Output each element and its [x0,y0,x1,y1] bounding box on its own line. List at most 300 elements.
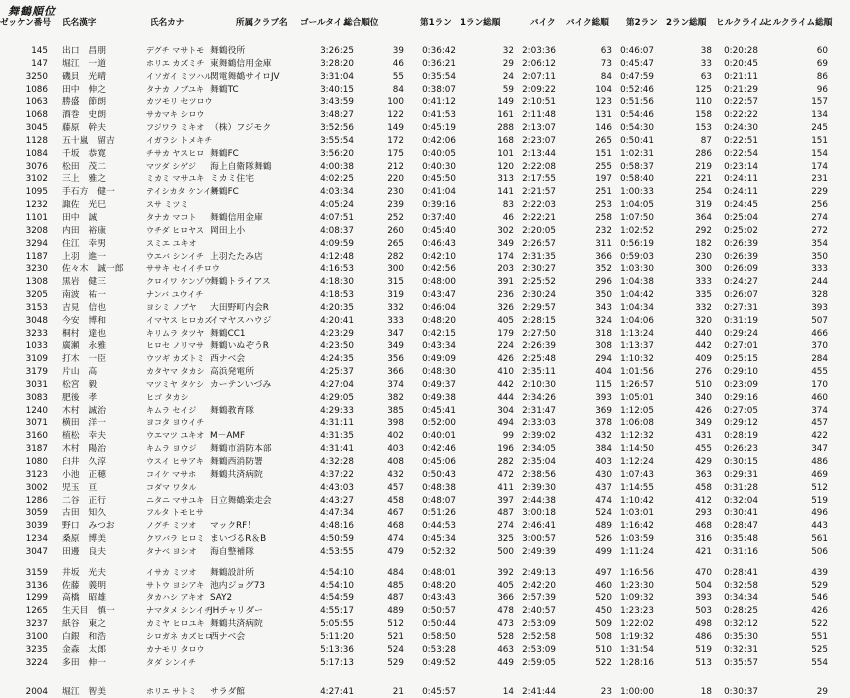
cell-bike-rank: 509 [558,618,612,631]
cell-bike-rank: 352 [558,263,612,276]
cell-bike-rank: 474 [558,495,612,508]
cell-name-kanji: 今安 博和 [62,315,138,328]
cell-goal-time: 4:09:59 [318,238,354,251]
cell-goal-time: 4:08:37 [318,225,354,238]
cell-goal-time: 4:29:33 [318,405,354,418]
cell-name-kana: タナカ マコト [146,212,208,225]
cell-hillclimb-time: 0:27:31 [714,302,758,315]
header-club: 所属クラブ名 [236,18,342,29]
cell-run2-rank: 468 [656,520,712,533]
cell-bike-time: 2:13:07 [516,122,556,135]
cell-run1-time: 0:44:53 [406,520,456,533]
cell-club: 舞鶴TC [210,84,316,97]
cell-goal-time: 5:13:36 [318,644,354,657]
cell-bike-rank: 151 [558,148,612,161]
cell-name-kana: ウチダ ヒロヤス [146,225,208,238]
cell-name-kana: カミヤ ヒロユキ [146,618,208,631]
cell-hillclimb-time: 0:30:41 [714,507,758,520]
cell-hillclimb-rank: 486 [760,456,828,469]
cell-hillclimb-time: 0:24:27 [714,276,758,289]
cell-hillclimb-time: 0:29:31 [714,469,758,482]
cell-overall-rank: 484 [356,567,404,580]
cell-name-kana: ナマタメ シンイチ [146,605,208,618]
table-row [0,482,850,495]
cell-run1-time: 0:48:20 [406,580,456,593]
cell-run1-time: 0:45:40 [406,225,456,238]
cell-run2-time: 1:26:57 [614,379,654,392]
cell-bib-number: 2004 [0,686,48,698]
cell-hillclimb-time: 0:26:09 [714,263,758,276]
cell-name-kanji: 二谷 正行 [62,495,138,508]
cell-hillclimb-rank: 512 [760,482,828,495]
table-row [0,148,850,161]
header-bib-number: ゼッケン番号 [0,18,60,29]
table-row [0,592,850,605]
table-row [0,161,850,174]
cell-bike-rank: 489 [558,520,612,533]
cell-goal-time: 3:26:25 [318,45,354,58]
cell-run1-time: 0:43:43 [406,592,456,605]
cell-bib-number: 1101 [0,212,48,225]
cell-bike-rank: 251 [558,186,612,199]
cell-run1-rank: 405 [458,315,514,328]
cell-run2-time: 1:00:00 [614,686,654,698]
cell-goal-time: 4:27:04 [318,379,354,392]
cell-run1-time: 0:45:41 [406,405,456,418]
cell-run2-rank: 442 [656,340,712,353]
cell-run1-rank: 487 [458,507,514,520]
cell-overall-rank: 282 [356,251,404,264]
cell-run2-rank: 421 [656,546,712,559]
cell-hillclimb-time: 0:22:51 [714,135,758,148]
cell-bike-time: 2:25:52 [516,276,556,289]
cell-goal-time: 4:31:11 [318,417,354,430]
cell-bike-time: 2:52:58 [516,631,556,644]
cell-hillclimb-rank: 151 [760,135,828,148]
cell-overall-rank: 382 [356,392,404,405]
cell-club: 舞鶴いぬぞうR [210,340,316,353]
cell-hillclimb-time: 0:24:45 [714,199,758,212]
cell-run1-time: 0:40:05 [406,148,456,161]
cell-overall-rank: 489 [356,605,404,618]
results-table [0,45,850,698]
cell-name-kanji: 手石方 健一 [62,186,138,199]
table-row [0,238,850,251]
header-run1: 第1ラン [420,18,458,29]
table-row [0,417,850,430]
cell-bib-number: 3187 [0,443,48,456]
cell-club: 岡田上小 [210,225,316,238]
cell-run2-time: 1:22:02 [614,618,654,631]
cell-bike-rank: 296 [558,276,612,289]
cell-bike-time: 2:30:27 [516,263,556,276]
cell-club: 海自整補隊 [210,546,316,559]
header-hillclimb: ヒルクライム [716,18,766,29]
cell-bike-time: 2:42:20 [516,580,556,593]
header-run2: 第2ラン [626,18,666,29]
cell-run1-time: 0:41:53 [406,109,456,122]
cell-hillclimb-time: 0:22:54 [714,148,758,161]
cell-hillclimb-rank: 460 [760,392,828,405]
cell-hillclimb-rank: 157 [760,96,828,109]
table-row [0,276,850,289]
cell-bike-rank: 324 [558,315,612,328]
cell-bike-rank: 403 [558,456,612,469]
cell-run2-time: 1:16:56 [614,567,654,580]
cell-name-kanji: 諏佐 光巳 [62,199,138,212]
cell-club: 日立舞鶴楽走会 [210,495,316,508]
cell-overall-rank: 230 [356,186,404,199]
cell-run1-time: 0:36:21 [406,58,456,71]
cell-goal-time: 4:16:53 [318,263,354,276]
table-row [0,212,850,225]
cell-hillclimb-time: 0:26:39 [714,251,758,264]
cell-run1-rank: 444 [458,392,514,405]
cell-bike-time: 2:21:57 [516,186,556,199]
cell-overall-rank: 467 [356,507,404,520]
cell-bike-time: 2:26:39 [516,340,556,353]
cell-bib-number: 3159 [0,567,48,580]
cell-bib-number: 3208 [0,225,48,238]
cell-run2-rank: 335 [656,289,712,302]
cell-name-kanji: 内田 裕康 [62,225,138,238]
cell-hillclimb-rank: 245 [760,122,828,135]
cell-name-kana: ニタニ マサユキ [146,495,208,508]
cell-overall-rank: 175 [356,148,404,161]
cell-hillclimb-time: 0:30:15 [714,456,758,469]
cell-run1-rank: 366 [458,592,514,605]
cell-goal-time: 3:31:04 [318,71,354,84]
cell-bib-number: 1286 [0,495,48,508]
cell-goal-time: 4:54:10 [318,580,354,593]
cell-hillclimb-time: 0:26:07 [714,289,758,302]
cell-bike-time: 2:22:03 [516,199,556,212]
cell-club: 海上自衛隊舞鶴 [210,161,316,174]
cell-name-kanji: 松田 茂二 [62,161,138,174]
cell-hillclimb-time: 0:22:22 [714,109,758,122]
cell-run1-time: 0:35:54 [406,71,456,84]
cell-run2-time: 1:04:05 [614,199,654,212]
cell-run1-rank: 494 [458,417,514,430]
table-row [0,353,850,366]
cell-hillclimb-time: 0:32:58 [714,580,758,593]
cell-hillclimb-rank: 370 [760,340,828,353]
cell-hillclimb-time: 0:28:25 [714,605,758,618]
cell-name-kanji: 吉見 信也 [62,302,138,315]
cell-bike-rank: 460 [558,580,612,593]
cell-goal-time: 4:23:50 [318,340,354,353]
cell-run1-time: 0:50:43 [406,469,456,482]
cell-hillclimb-rank: 525 [760,644,828,657]
cell-hillclimb-rank: 522 [760,618,828,631]
cell-overall-rank: 512 [356,618,404,631]
cell-club: 舞鶴FC [210,186,316,199]
table-row [0,186,850,199]
cell-name-kana: タナカ ノブユキ [146,84,208,97]
cell-run2-rank: 519 [656,644,712,657]
cell-run1-time: 0:48:20 [406,315,456,328]
cell-run2-time: 0:52:46 [614,84,654,97]
cell-club: 舞鶴教育隊 [210,405,316,418]
cell-bike-time: 2:09:22 [516,84,556,97]
cell-goal-time: 4:31:35 [318,430,354,443]
cell-club: 舞鶴役所 [210,45,316,58]
cell-run1-time: 0:45:34 [406,533,456,546]
cell-hillclimb-rank: 86 [760,71,828,84]
cell-goal-time: 4:43:03 [318,482,354,495]
cell-name-kana: カタヤマ タカシ [146,366,208,379]
cell-run1-rank: 473 [458,618,514,631]
cell-name-kana: スミエ ユキオ [146,238,208,251]
cell-overall-rank: 84 [356,84,404,97]
cell-run1-time: 0:49:38 [406,392,456,405]
cell-club: 舞鶴信用金庫 [210,212,316,225]
cell-bike-rank: 430 [558,469,612,482]
cell-run2-rank: 254 [656,186,712,199]
cell-run1-rank: 236 [458,289,514,302]
cell-goal-time: 4:43:27 [318,495,354,508]
cell-goal-time: 4:03:34 [318,186,354,199]
cell-run2-time: 1:23:30 [614,580,654,593]
cell-hillclimb-rank: 284 [760,353,828,366]
cell-bike-rank: 294 [558,353,612,366]
cell-run2-time: 1:31:54 [614,644,654,657]
cell-club: 舞鶴共済病院 [210,469,316,482]
cell-bike-rank: 253 [558,199,612,212]
cell-bike-time: 2:57:39 [516,592,556,605]
cell-club: 上羽たたみ店 [210,251,316,264]
cell-hillclimb-rank: 29 [760,686,828,698]
cell-overall-rank: 402 [356,430,404,443]
cell-hillclimb-rank: 154 [760,148,828,161]
cell-name-kana: キムラ セイジ [146,405,208,418]
cell-bib-number: 3039 [0,520,48,533]
cell-hillclimb-rank: 374 [760,405,828,418]
cell-goal-time: 4:18:30 [318,276,354,289]
cell-hillclimb-rank: 561 [760,533,828,546]
cell-bib-number: 1240 [0,405,48,418]
cell-overall-rank: 220 [356,173,404,186]
cell-run2-time: 0:50:41 [614,135,654,148]
cell-bib-number: 3233 [0,328,48,341]
cell-overall-rank: 55 [356,71,404,84]
cell-hillclimb-time: 0:32:31 [714,644,758,657]
cell-hillclimb-rank: 244 [760,276,828,289]
cell-hillclimb-time: 0:28:19 [714,430,758,443]
cell-name-kanji: 上羽 進一 [62,251,138,264]
cell-name-kanji: 松宮 毅 [62,379,138,392]
cell-bike-time: 2:41:44 [516,686,556,698]
cell-bib-number: 3224 [0,657,48,670]
cell-overall-rank: 366 [356,366,404,379]
cell-bike-rank: 404 [558,366,612,379]
cell-club: まいづるR＆B [210,533,316,546]
cell-run2-time: 1:04:34 [614,302,654,315]
table-row [0,507,850,520]
cell-overall-rank: 403 [356,443,404,456]
cell-bike-time: 2:23:07 [516,135,556,148]
cell-run2-time: 1:07:50 [614,212,654,225]
cell-hillclimb-rank: 546 [760,592,828,605]
cell-overall-rank: 300 [356,263,404,276]
cell-bike-rank: 265 [558,135,612,148]
cell-run2-time: 1:11:24 [614,546,654,559]
cell-bike-time: 2:10:51 [516,96,556,109]
cell-run2-time: 1:06:08 [614,417,654,430]
cell-club: カーテンいづみ [210,379,316,392]
cell-overall-rank: 457 [356,482,404,495]
cell-goal-time: 4:20:35 [318,302,354,315]
cell-run2-time: 0:54:46 [614,109,654,122]
cell-club: SAY2 [210,592,316,605]
cell-bike-rank: 497 [558,567,612,580]
cell-bike-time: 2:39:02 [516,430,556,443]
cell-run2-rank: 158 [656,109,712,122]
cell-overall-rank: 529 [356,657,404,670]
cell-bike-time: 2:34:26 [516,392,556,405]
cell-name-kanji: 児玉 亘 [62,482,138,495]
cell-run1-time: 0:48:00 [406,276,456,289]
cell-name-kanji: 古田 知久 [62,507,138,520]
cell-hillclimb-time: 0:21:11 [714,71,758,84]
cell-run2-time: 1:04:42 [614,289,654,302]
cell-goal-time: 4:29:05 [318,392,354,405]
cell-run2-rank: 182 [656,238,712,251]
cell-overall-rank: 408 [356,456,404,469]
cell-run1-rank: 304 [458,405,514,418]
cell-hillclimb-time: 0:26:23 [714,443,758,456]
cell-bike-rank: 378 [558,417,612,430]
cell-bib-number: 3136 [0,580,48,593]
cell-bike-rank: 384 [558,443,612,456]
cell-bike-rank: 308 [558,340,612,353]
cell-name-kana: マツダ シゲジ [146,161,208,174]
cell-name-kanji: 廣瀬 永雅 [62,340,138,353]
cell-run2-rank: 340 [656,392,712,405]
cell-club: 関電舞鶴サイロJV [210,71,316,84]
cell-hillclimb-rank: 328 [760,289,828,302]
cell-run2-rank: 221 [656,173,712,186]
cell-goal-time: 4:02:25 [318,173,354,186]
cell-hillclimb-time: 0:34:34 [714,592,758,605]
cell-run2-time: 1:16:42 [614,520,654,533]
cell-run1-time: 0:42:46 [406,443,456,456]
cell-run1-rank: 29 [458,58,514,71]
cell-name-kanji: 三上 雅之 [62,173,138,186]
cell-overall-rank: 315 [356,276,404,289]
cell-bike-rank: 343 [558,302,612,315]
cell-hillclimb-rank: 551 [760,631,828,644]
table-row [0,263,850,276]
cell-name-kanji: 酒巻 史朗 [62,109,138,122]
cell-name-kanji: 磯貝 光晴 [62,71,138,84]
cell-name-kanji: 南波 祐一 [62,289,138,302]
cell-run2-rank: 319 [656,199,712,212]
cell-goal-time: 4:23:29 [318,328,354,341]
cell-bike-rank: 524 [558,507,612,520]
cell-run2-time: 0:46:07 [614,45,654,58]
cell-bike-rank: 366 [558,251,612,264]
cell-hillclimb-rank: 443 [760,520,828,533]
cell-run2-rank: 393 [656,592,712,605]
cell-run1-rank: 282 [458,456,514,469]
cell-run2-time: 1:03:30 [614,263,654,276]
cell-run2-time: 1:04:38 [614,276,654,289]
cell-hillclimb-rank: 170 [760,379,828,392]
cell-run1-rank: 397 [458,495,514,508]
cell-club: 舞鶴FC [210,148,316,161]
cell-run2-time: 1:10:42 [614,495,654,508]
cell-goal-time: 4:37:22 [318,469,354,482]
cell-run1-time: 0:36:42 [406,45,456,58]
cell-club: サラダ館 [210,686,316,698]
cell-run1-rank: 149 [458,96,514,109]
cell-name-kana: ウツギ カズトミ [146,353,208,366]
cell-run1-time: 0:45:50 [406,173,456,186]
cell-bike-rank: 393 [558,392,612,405]
cell-run2-rank: 300 [656,263,712,276]
cell-name-kana: コイケ マサホ [146,469,208,482]
table-row [0,495,850,508]
cell-bike-time: 2:53:09 [516,644,556,657]
cell-goal-time: 4:27:41 [318,686,354,698]
cell-hillclimb-time: 0:32:12 [714,618,758,631]
cell-name-kana: ホリエ カズミチ [146,58,208,71]
cell-name-kana: チサカ ヤスヒロ [146,148,208,161]
cell-run1-rank: 274 [458,520,514,533]
cell-run1-rank: 174 [458,251,514,264]
cell-run2-time: 1:05:01 [614,392,654,405]
cell-hillclimb-rank: 272 [760,225,828,238]
cell-bib-number: 1128 [0,135,48,148]
cell-name-kana: スサ ミツミ [146,199,208,212]
cell-bike-time: 2:27:50 [516,328,556,341]
cell-goal-time: 4:07:51 [318,212,354,225]
cell-name-kanji: 出口 昌朋 [62,45,138,58]
cell-bike-time: 2:26:57 [516,238,556,251]
cell-run2-rank: 320 [656,315,712,328]
cell-name-kana: フルタ トモヒサ [146,507,208,520]
cell-run1-time: 0:42:15 [406,328,456,341]
cell-name-kana: イソガイ ミツハル [146,71,208,84]
cell-goal-time: 5:05:55 [318,618,354,631]
header-bike: バイク [530,18,560,29]
cell-bib-number: 3205 [0,289,48,302]
cell-name-kanji: 佐藤 義明 [62,580,138,593]
cell-run2-rank: 470 [656,567,712,580]
cell-run2-time: 1:14:50 [614,443,654,456]
cell-hillclimb-rank: 466 [760,328,828,341]
table-row [0,686,850,698]
cell-hillclimb-rank: 506 [760,546,828,559]
cell-overall-rank: 172 [356,135,404,148]
cell-run2-time: 0:45:47 [614,58,654,71]
cell-run2-time: 1:09:32 [614,592,654,605]
cell-club: 舞鶴CC1 [210,328,316,341]
cell-bib-number: 3235 [0,644,48,657]
cell-name-kana: ヨコタ ヨウイチ [146,417,208,430]
cell-goal-time: 4:24:35 [318,353,354,366]
cell-bib-number: 3237 [0,618,48,631]
cell-bib-number: 3230 [0,263,48,276]
cell-run2-time: 1:07:43 [614,469,654,482]
cell-goal-time: 4:05:24 [318,199,354,212]
cell-run1-time: 0:41:04 [406,186,456,199]
cell-name-kanji: 桑原 博美 [62,533,138,546]
cell-hillclimb-time: 0:35:30 [714,631,758,644]
cell-overall-rank: 524 [356,644,404,657]
header-run2-rank: 2ラン総順 [666,18,722,29]
